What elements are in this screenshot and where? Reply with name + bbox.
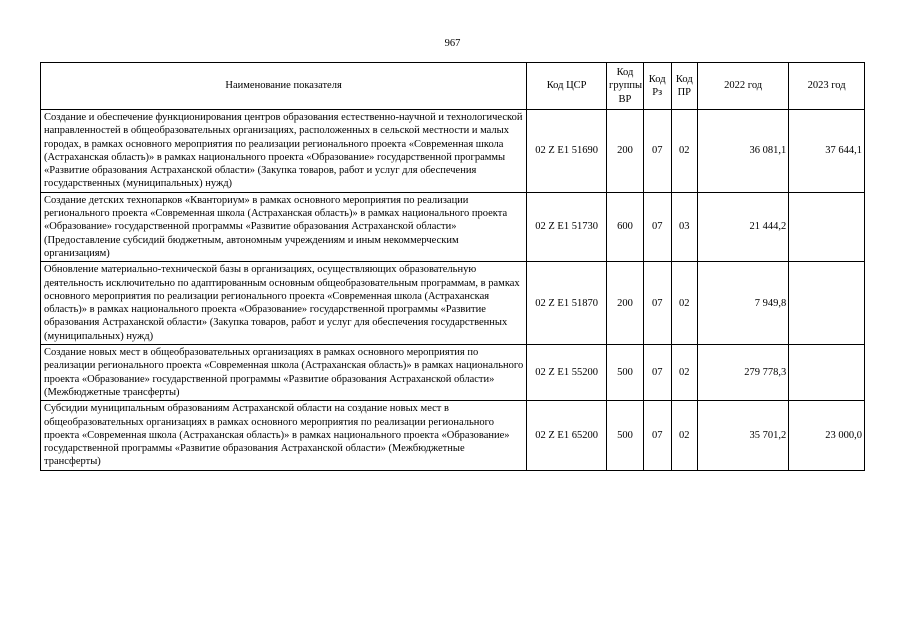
header-row	[41, 63, 865, 110]
row-rz: 07	[643, 192, 671, 261]
row-2022: 35 701,2	[698, 401, 789, 470]
row-pr: 02	[671, 262, 698, 345]
row-2022: 7 949,8	[698, 262, 789, 345]
row-pr: 03	[671, 192, 698, 261]
table-row	[41, 262, 865, 345]
row-name: Создание и обеспечение функционирования центров образования естественно-научной и технологической направленностей в общеобразовательных организациях, расположенных в сельской местности и малых городах, в рамках основного мероприятия по реализации регионального проекта «Современная школа (Астраханская область)» в рамках национального проекта «Образование» государственной программы «Развитие образования Астраханской области» (Закупка товаров, работ и услуг для обеспечения государственных (муниципальных) нужд)	[41, 110, 527, 193]
row-pr: 02	[671, 345, 698, 401]
row-2022: 279 778,3	[698, 345, 789, 401]
row-2023	[789, 192, 865, 261]
header-csr: Код ЦСР	[527, 63, 607, 110]
table-row	[41, 192, 865, 261]
row-vr: 600	[607, 192, 644, 261]
row-2022: 21 444,2	[698, 192, 789, 261]
table-row	[41, 345, 865, 401]
row-rz: 07	[643, 345, 671, 401]
row-csr: 02 Z E1 51730	[527, 192, 607, 261]
row-csr: 02 Z E1 51870	[527, 262, 607, 345]
row-name: Создание новых мест в общеобразовательных организациях в рамках основного мероприятия по реализации регионального проекта «Современная школа (Астраханская область)» в рамках национального проекта «Образование» государственной программы «Развитие образования Астраханской области» (Межбюджетные трансферты)	[41, 345, 527, 401]
row-csr: 02 Z E1 51690	[527, 110, 607, 193]
row-csr: 02 Z E1 65200	[527, 401, 607, 470]
row-csr: 02 Z E1 55200	[527, 345, 607, 401]
row-2023: 37 644,1	[789, 110, 865, 193]
row-rz: 07	[643, 262, 671, 345]
header-rz: Код Рз	[643, 63, 671, 110]
row-rz: 07	[643, 401, 671, 470]
header-name: Наименование показателя	[41, 63, 527, 110]
table-row	[41, 401, 865, 470]
page-number: 967	[444, 38, 461, 49]
row-vr: 500	[607, 345, 644, 401]
row-name: Субсидии муниципальным образованиям Астраханской области на создание новых мест в общеобразовательных организациях в рамках основного мероприятия по реализации регионального проекта «Современная школа (Астраханская область)» в рамках национального проекта «Образование» государственной программы «Развитие образования Астраханской области» (Межбюджетные трансферты)	[41, 401, 527, 470]
row-name: Обновление материально-технической базы в организациях, осуществляющих образовательную деятельность исключительно по адаптированным основным общеобразовательным программам, в рамках основного мероприятия по реализации регионального проекта «Современная школа (Астраханская область)» в рамках национального проекта «Образование» государственной программы «Развитие образования Астраханской области» (Закупка товаров, работ и услуг для обеспечения государственных (муниципальных) нужд)	[41, 262, 527, 345]
header-pr: Код ПР	[671, 63, 698, 110]
table-row	[41, 110, 865, 193]
row-rz: 07	[643, 110, 671, 193]
header-vr: Код группы ВР	[607, 63, 644, 110]
row-vr: 200	[607, 110, 644, 193]
row-vr: 200	[607, 262, 644, 345]
header-2023: 2023 год	[789, 63, 865, 110]
header-2022: 2022 год	[698, 63, 789, 110]
row-2023: 23 000,0	[789, 401, 865, 470]
row-vr: 500	[607, 401, 644, 470]
budget-table	[40, 62, 865, 471]
row-pr: 02	[671, 401, 698, 470]
row-2023	[789, 345, 865, 401]
row-pr: 02	[671, 110, 698, 193]
row-name: Создание детских технопарков «Кванториум» в рамках основного мероприятия по реализации регионального проекта «Современная школа (Астраханская область)» в рамках национального проекта «Образование» государственной программы «Развитие образования Астраханской области» (Предоставление субсидий бюджетным, автономным учреждениям и иным некоммерческим организациям)	[41, 192, 527, 261]
row-2022: 36 081,1	[698, 110, 789, 193]
row-2023	[789, 262, 865, 345]
